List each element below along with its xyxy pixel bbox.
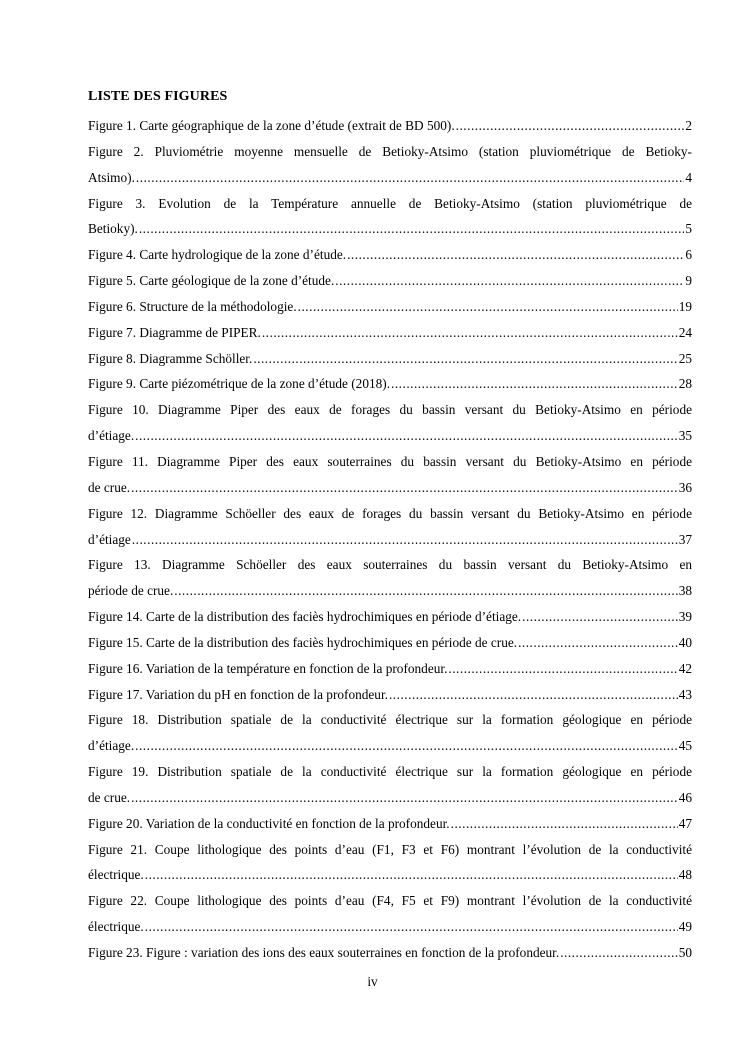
- figure-page-number: 46: [678, 789, 692, 805]
- dot-leader: [131, 475, 678, 501]
- figure-page-number: 50: [678, 945, 692, 960]
- dot-leader: [522, 604, 678, 630]
- figure-title: Figure 4. Carte hydrologique de la zone d’étude.: [88, 247, 347, 263]
- figure-list-item[interactable]: [88, 449, 692, 501]
- figure-title-line-1: Figure 12. Diagramme Schöeller des eaux de forages du bassin versant du Betioky-Atsimo en période: [88, 505, 692, 521]
- figure-list-item[interactable]: [88, 346, 692, 372]
- figure-title-line-1: Figure 2. Pluviométrie moyenne mensuelle de Betioky-Atsimo (station pluviométrique de Betioky-: [88, 143, 692, 159]
- figure-page-number: 40: [678, 634, 692, 650]
- figure-title: Figure 9. Carte piézométrique de la zone d’étude (2018).: [88, 376, 391, 392]
- figure-title-line-1: Figure 11. Diagramme Piper des eaux souterraines du bassin versant du Betioky-Atsimo en période: [88, 453, 692, 469]
- figure-page-number: 49: [678, 919, 692, 935]
- figure-page-number: 43: [678, 686, 692, 702]
- dot-leader: [139, 216, 684, 242]
- figure-title-line-2-row: [88, 733, 692, 759]
- figure-page-number: 47: [678, 815, 692, 831]
- figure-title: Figure 8. Diagramme Schöller.: [88, 350, 253, 366]
- dot-leader: [389, 682, 678, 708]
- figure-title-line-2-row: [88, 527, 692, 553]
- figure-list: [88, 113, 692, 966]
- figure-title-line-2: Atsimo).: [88, 169, 135, 185]
- figure-title-line-2-row: [88, 862, 692, 888]
- figure-page-number: 9: [685, 273, 692, 289]
- figure-title-line-2: de crue.: [88, 789, 131, 805]
- figure-page-number: 25: [678, 350, 692, 366]
- dot-leader: [560, 940, 678, 966]
- figure-title-line-2: Betioky).: [88, 221, 138, 237]
- figure-list-item[interactable]: [88, 139, 692, 191]
- figure-title-line-2: période de crue.: [88, 583, 174, 599]
- figure-list-item[interactable]: [88, 242, 692, 268]
- figure-list-item[interactable]: [88, 371, 692, 397]
- figure-title-line-2-row: [88, 785, 692, 811]
- figure-title: Figure 17. Variation du pH en fonction de la profondeur.: [88, 686, 388, 702]
- figure-page-number: 45: [678, 738, 692, 754]
- figure-page-number: 2: [685, 118, 692, 133]
- figure-title-line-1: Figure 19. Distribution spatiale de la conductivité électrique sur la formation géologique en période: [88, 764, 692, 780]
- figure-title-line-2-row: [88, 165, 692, 191]
- page-number: iv: [367, 974, 378, 989]
- figure-title: Figure 23. Figure : variation des ions des eaux souterraines en fonction de la profondeur.: [88, 945, 560, 960]
- figure-page-number: 35: [678, 428, 692, 444]
- figure-list-item[interactable]: [88, 656, 692, 682]
- figure-title-line-2-row: [88, 914, 692, 940]
- dot-leader: [298, 294, 678, 320]
- dot-leader: [456, 113, 685, 139]
- figure-title-line-1: Figure 13. Diagramme Schöeller des eaux souterraines du bassin versant du Betioky-Atsimo en: [88, 557, 692, 573]
- figure-title: Figure 6. Structure de la méthodologie.: [88, 298, 297, 314]
- figure-list-item[interactable]: [88, 320, 692, 346]
- figure-title-line-2: d’étiage.: [88, 738, 135, 754]
- dot-leader: [145, 914, 678, 940]
- figure-title: Figure 20. Variation de la conductivité en fonction de la profondeur.: [88, 815, 450, 831]
- figure-list-item[interactable]: [88, 268, 692, 294]
- figure-title-line-1: Figure 21. Coupe lithologique des points d’eau (F1, F3 et F6) montrant l’évolution de la conductivité: [88, 841, 692, 857]
- figure-title: Figure 15. Carte de la distribution des faciès hydrochimiques en période de crue.: [88, 634, 518, 650]
- figure-title-line-2: électrique.: [88, 919, 144, 935]
- figure-page-number: 4: [685, 169, 692, 185]
- dot-leader: [135, 423, 678, 449]
- dot-leader: [132, 527, 678, 553]
- figure-list-item[interactable]: [88, 113, 692, 139]
- dot-leader: [136, 165, 684, 191]
- figure-title-line-1: Figure 18. Distribution spatiale de la conductivité électrique sur la formation géologique en période: [88, 712, 692, 728]
- figure-title-line-2-row: [88, 475, 692, 501]
- figure-title: Figure 1. Carte géographique de la zone d’étude (extrait de BD 500).: [88, 118, 455, 133]
- figure-list-item[interactable]: [88, 940, 692, 966]
- figure-page-number: 6: [685, 247, 692, 263]
- dot-leader: [448, 656, 677, 682]
- figure-title-line-2-row: [88, 216, 692, 242]
- figure-title: Figure 5. Carte géologique de la zone d’étude.: [88, 273, 335, 289]
- figure-title: Figure 16. Variation de la température en fonction de la profondeur.: [88, 660, 448, 676]
- dot-leader: [335, 268, 684, 294]
- figure-list-item[interactable]: [88, 501, 692, 553]
- figure-title-line-1: Figure 22. Coupe lithologique des points d’eau (F4, F5 et F9) montrant l’évolution de la conductivité: [88, 893, 692, 909]
- dot-leader: [391, 371, 678, 397]
- figure-list-item[interactable]: [88, 811, 692, 837]
- figure-list-item[interactable]: [88, 759, 692, 811]
- figure-title-line-2: d’étiage: [88, 531, 131, 547]
- dot-leader: [253, 346, 677, 372]
- figure-title: Figure 7. Diagramme de PIPER.: [88, 324, 261, 340]
- figure-title-line-2: électrique.: [88, 867, 144, 883]
- figure-list-item[interactable]: [88, 707, 692, 759]
- figure-list-item[interactable]: [88, 604, 692, 630]
- figure-page-number: 48: [678, 867, 692, 883]
- dot-leader: [262, 320, 678, 346]
- figure-title: Figure 14. Carte de la distribution des faciès hydrochimiques en période d’étiage.: [88, 609, 522, 625]
- figure-title-line-2-row: [88, 423, 692, 449]
- figure-list-item[interactable]: [88, 552, 692, 604]
- figure-page-number: 28: [678, 376, 692, 392]
- figure-page-number: 39: [678, 609, 692, 625]
- figure-page-number: 38: [678, 583, 692, 599]
- dot-leader: [347, 242, 684, 268]
- figure-page-number: 5: [685, 221, 692, 237]
- figure-list-item[interactable]: [88, 294, 692, 320]
- figure-list-item[interactable]: [88, 682, 692, 708]
- dot-leader: [145, 862, 678, 888]
- figure-page-number: 24: [678, 324, 692, 340]
- figure-page-number: 37: [678, 531, 692, 547]
- figure-title-line-2: d’étiage.: [88, 428, 135, 444]
- figure-list-item[interactable]: [88, 397, 692, 449]
- figure-list-item[interactable]: [88, 837, 692, 889]
- figure-title-line-2: de crue.: [88, 479, 131, 495]
- figure-list-item[interactable]: [88, 191, 692, 243]
- figure-title-line-1: Figure 3. Evolution de la Température annuelle de Betioky-Atsimo (station pluviométrique de: [88, 195, 692, 211]
- figure-list-item[interactable]: [88, 630, 692, 656]
- figure-page-number: 36: [678, 479, 692, 495]
- list-of-figures-heading: LISTE DES FIGURES: [88, 89, 228, 104]
- dot-leader: [451, 811, 678, 837]
- dot-leader: [131, 785, 678, 811]
- figure-list-item[interactable]: [88, 888, 692, 940]
- figure-page-number: 42: [678, 660, 692, 676]
- figure-title-line-2-row: [88, 578, 692, 604]
- dot-leader: [518, 630, 678, 656]
- figure-page-number: 19: [678, 298, 692, 314]
- figure-title-line-1: Figure 10. Diagramme Piper des eaux de forages du bassin versant du Betioky-Atsimo en période: [88, 402, 692, 418]
- dot-leader: [174, 578, 677, 604]
- dot-leader: [135, 733, 678, 759]
